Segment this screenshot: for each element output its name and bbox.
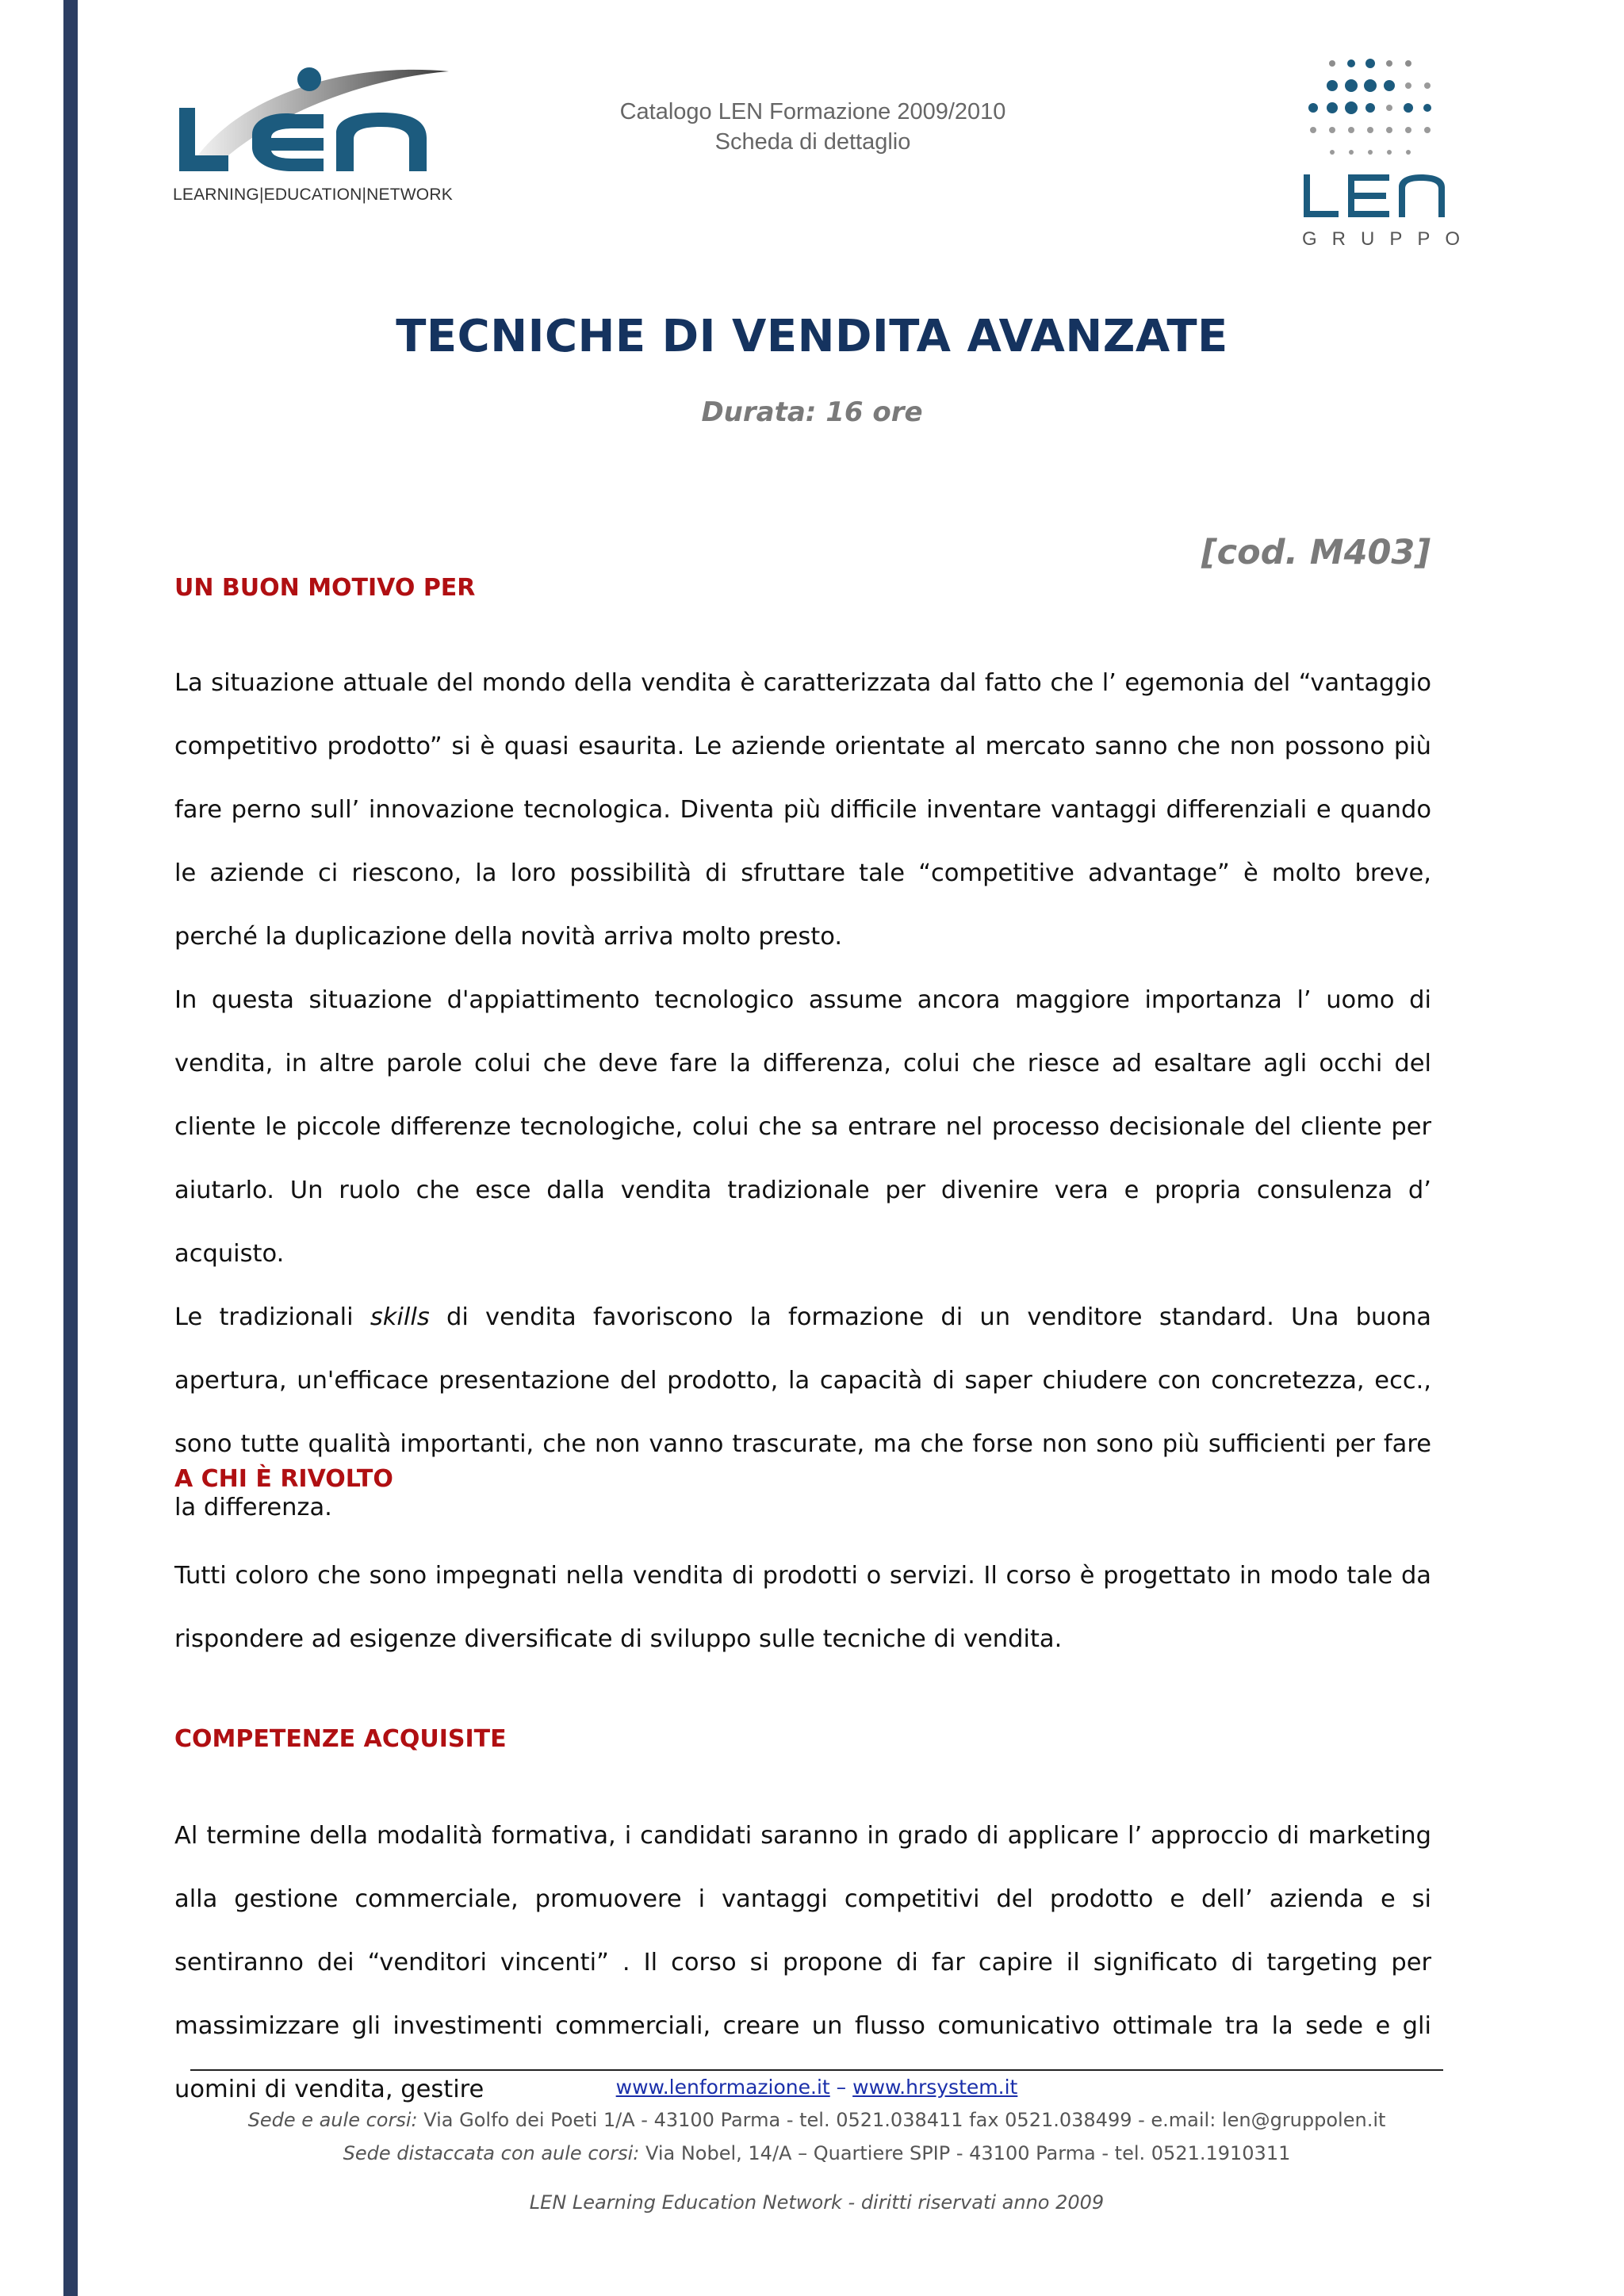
len-logo-tagline: LEARNING|EDUCATION|NETWORK: [173, 186, 453, 204]
footer-links: [190, 2076, 1443, 2099]
footer-address-label: Sede e aule corsi:: [247, 2109, 418, 2131]
footer-address-branch: [190, 2142, 1443, 2164]
footer-address-main: [190, 2109, 1443, 2131]
italic-skills: skills: [370, 1303, 430, 1331]
course-title: TECNICHE DI VENDITA AVANZATE: [396, 311, 1228, 362]
section-heading-competenze: COMPETENZE ACQUISITE: [174, 1725, 507, 1753]
section-body-competenze: [174, 1804, 1431, 2122]
paragraph-part: di vendita favoriscono la formazione di un venditore standard. Una buona apertura, un'efficace presentazione del prodotto, la capacità di saper chiudere con concretezza, ecc., sono tutte qualità importanti, che non vanno trascurate, ma che forse non sono più sufficienti per fare la differenza.: [174, 1303, 1432, 1521]
paragraph: La situazione attuale del mondo della vendita è caratterizzata dal fatto che l’ egemonia del “vantaggio competitivo prodotto” si è quasi esaurita. Le aziende orientate al mercato sanno che non possono più fare perno sull’ innovazione tecnologica. Diventa più difficile inventare vantaggi differenziali e quando le aziende ci riescono, la loro possibilità di sfruttare tale “competitive advantage” è molto breve, perché la duplicazione della novità arriva molto presto.: [174, 669, 1431, 951]
course-duration: Durata: 16 ore: [701, 396, 923, 428]
footer-address-text: Via Golfo dei Poeti 1/A - 43100 Parma - tel. 0521.038411 fax 0521.038499 - e.mail: len@gruppolen.it: [417, 2109, 1386, 2131]
section-heading-rivolto: A CHI È RIVOLTO: [174, 1465, 393, 1493]
footer-divider: [190, 2069, 1443, 2071]
course-code: [cod. M403]: [1201, 533, 1431, 572]
hrsystem-link[interactable]: www.hrsystem.it: [852, 2076, 1018, 2099]
len-gruppo-logo: [1293, 55, 1475, 254]
paragraph-part: Le tradizionali: [174, 1303, 370, 1331]
section-body-motivo: [174, 652, 1431, 1540]
gruppo-word: GRUPPO: [1302, 228, 1476, 250]
footer-branch-label: Sede distaccata con aule corsi:: [343, 2142, 640, 2164]
len-logo: [173, 62, 458, 212]
section-heading-motivo: UN BUON MOTIVO PER: [174, 574, 476, 602]
lenformazione-link[interactable]: www.lenformazione.it: [615, 2076, 830, 2099]
paragraph: Al termine della modalità formativa, i candidati saranno in grado di applicare l’ approccio di marketing alla gestione commerciale, promuovere i vantaggi competitivi del prodotto e dell’ azienda e si sentiranno dei “venditori vincenti” . Il corso si propone di far capire il significato di targeting per massimizzare gli investimenti commerciali, creare un flusso comunicativo ottimale tra la sede e gli uomini di vendita, gestire: [174, 1822, 1431, 2103]
paragraph: [174, 1286, 1431, 1540]
catalog-title: Catalogo LEN Formazione 2009/2010: [619, 99, 1006, 124]
footer-branch-text: Via Nobel, 14/A – Quartiere SPIP - 43100 Parma - tel. 0521.1910311: [639, 2142, 1291, 2164]
catalog-header: [492, 97, 1134, 157]
catalog-subtitle: Scheda di dettaglio: [714, 129, 911, 155]
link-separator: –: [836, 2076, 847, 2099]
footer-copyright: LEN Learning Education Network - diritti riservati anno 2009: [529, 2191, 1105, 2214]
dot-grid-icon: [1293, 55, 1475, 226]
paragraph: In questa situazione d'appiattimento tecnologico assume ancora maggiore importanza l’ uomo di vendita, in altre parole colui che deve fare la differenza, colui che riesce ad esaltare agli occhi del cliente le piccole differenze tecnologiche, colui che sa entrare nel processo decisionale del cliente per aiutarlo. Un ruolo che esce dalla vendita tradizionale per divenire vera e propria consulenza d’ acquisto.: [174, 986, 1431, 1268]
section-body-rivolto: [174, 1544, 1431, 1671]
paragraph: Tutti coloro che sono impegnati nella vendita di prodotti o servizi. Il corso è progettato in modo tale da rispondere ad esigenze diversificate di sviluppo sulle tecniche di vendita.: [174, 1562, 1431, 1653]
left-sidebar-bar: [63, 0, 78, 2296]
